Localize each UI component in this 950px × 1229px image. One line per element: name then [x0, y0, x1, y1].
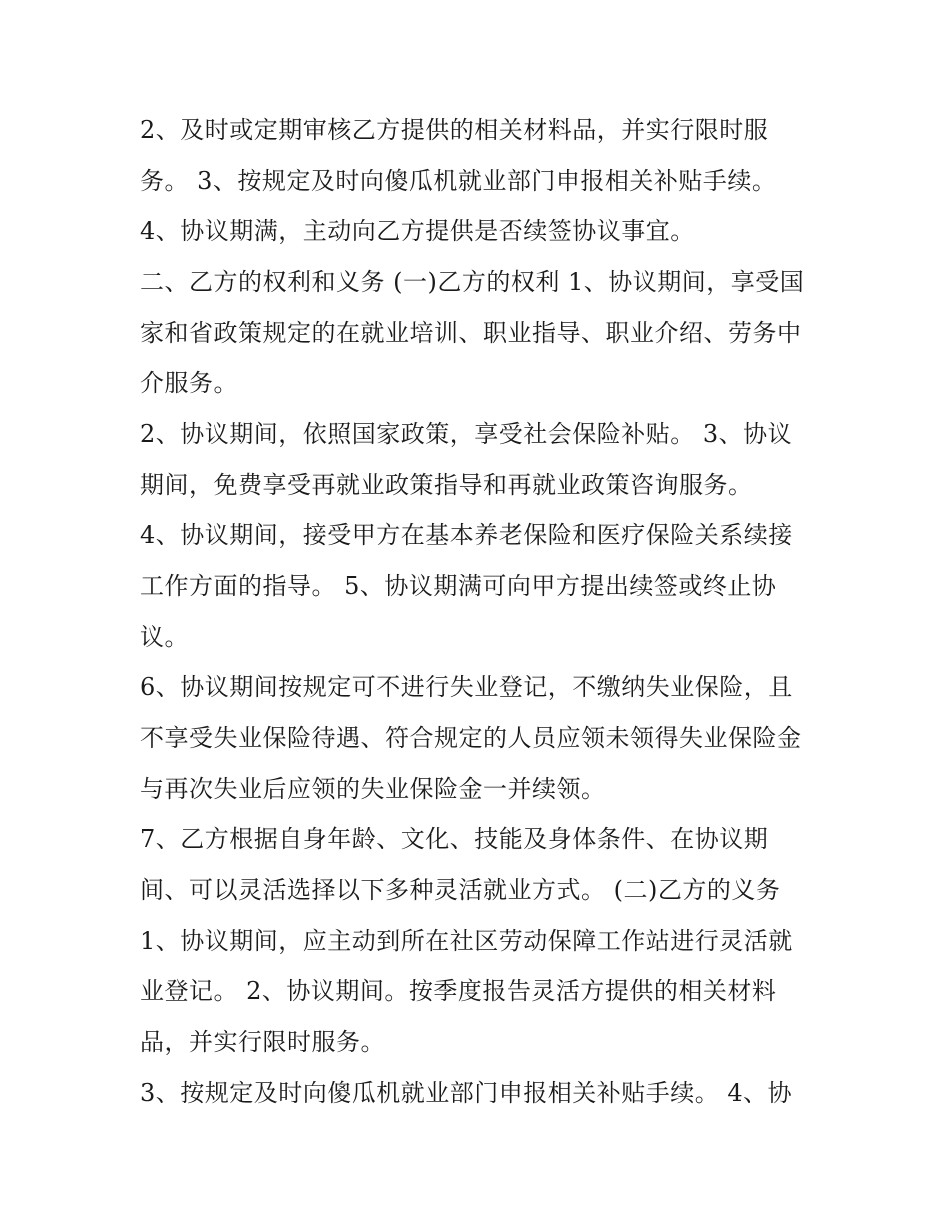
text-line: 工作方面的指导。 5、协议期满可向甲方提出续签或终止协	[140, 572, 777, 600]
text-line: 业登记。 2、协议期间。按季度报告灵活方提供的相关材料	[140, 977, 777, 1005]
text-line: 二、乙方的权利和义务 (一)乙方的权利 1、协议期间，享受国	[140, 268, 805, 296]
text-line: 2、及时或定期审核乙方提供的相关材料品，并实行限时服	[140, 116, 769, 144]
text-line: 4、协议期满，主动向乙方提供是否续签协议事宜。	[140, 217, 695, 245]
text-line: 家和省政策规定的在就业培训、职业指导、职业介绍、劳务中	[140, 319, 802, 347]
text-line: 务。 3、按规定及时向傻瓜机就业部门申报相关补贴手续。	[140, 167, 777, 195]
text-line: 介服务。	[140, 369, 238, 397]
text-line: 品，并实行限时服务。	[140, 1028, 385, 1056]
text-line: 4、协议期间，接受甲方在基本养老保险和医疗保险关系续接	[140, 521, 793, 549]
text-line: 3、按规定及时向傻瓜机就业部门申报相关补贴手续。 4、协	[140, 1079, 793, 1107]
text-line: 1、协议期间，应主动到所在社区劳动保障工作站进行灵活就	[140, 927, 793, 955]
text-line: 7、乙方根据自身年龄、文化、技能及身体条件、在协议期	[140, 825, 769, 853]
text-line: 议。	[140, 623, 189, 651]
text-line: 期间，免费享受再就业政策指导和再就业政策咨询服务。	[140, 471, 753, 499]
text-line: 6、协议期间按规定可不进行失业登记，不缴纳失业保险，且	[140, 673, 793, 701]
text-line: 与再次失业后应领的失业保险金一并续领。	[140, 775, 606, 803]
text-line: 间、可以灵活选择以下多种灵活就业方式。 (二)乙方的义务	[140, 876, 781, 904]
text-line: 2、协议期间，依照国家政策，享受社会保险补贴。 3、协议	[140, 420, 793, 448]
text-line: 不享受失业保险待遇、符合规定的人员应领未领得失业保险金	[140, 724, 802, 752]
